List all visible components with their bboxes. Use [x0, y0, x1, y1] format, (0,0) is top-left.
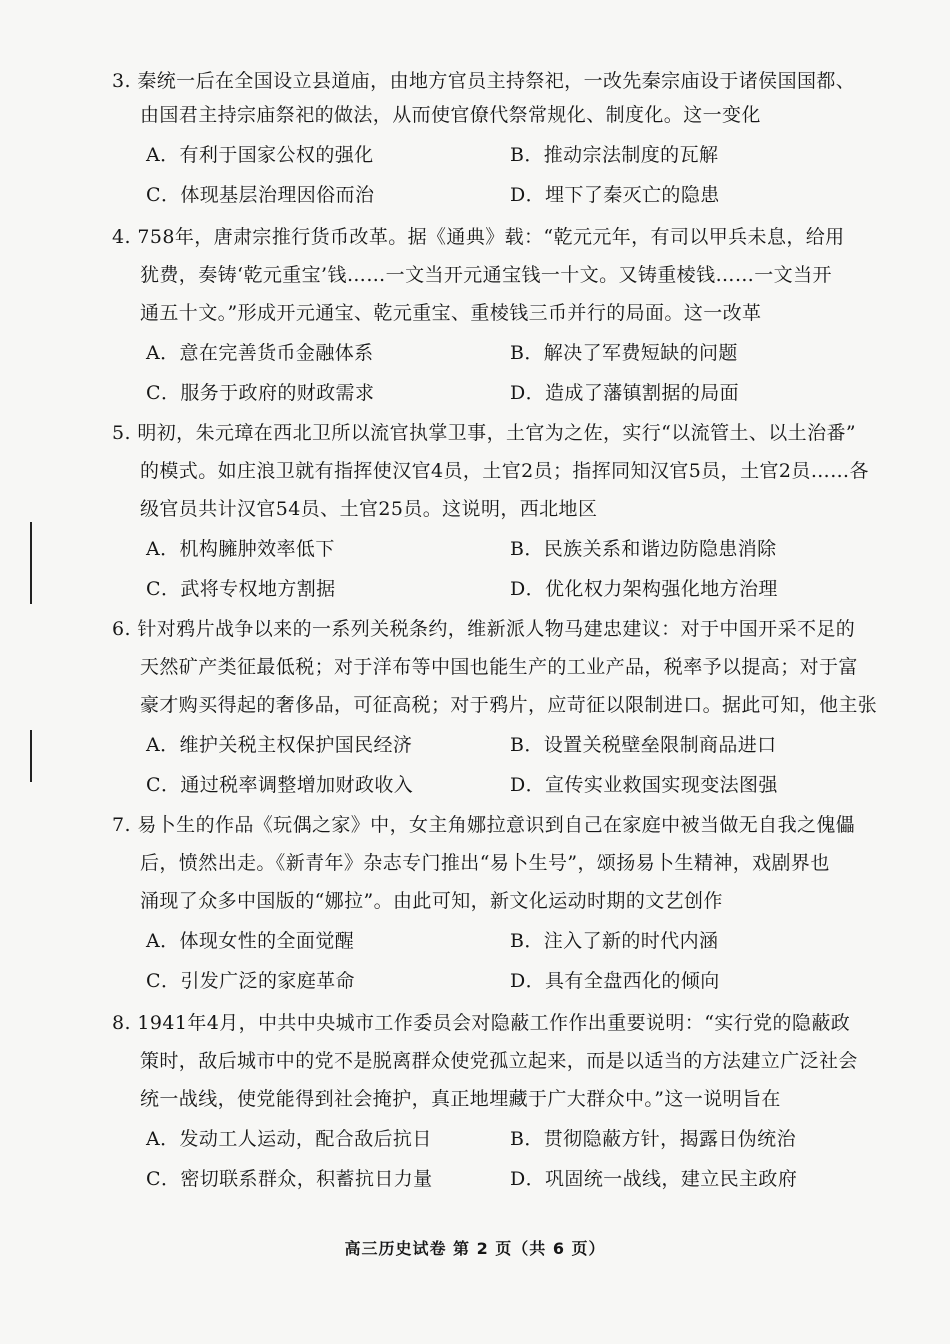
option-d: D．巩固统一战线，建立民主政府: [510, 1168, 798, 1190]
margin-mark: [30, 522, 32, 604]
option-b: B．注入了新的时代内涵: [510, 930, 719, 952]
option-a: A．机构臃肿效率低下: [146, 538, 335, 560]
question-line: 犹费，奏铸‘乾元重宝’钱……一文当开元通宝钱一十文。又铸重棱钱……一文当开: [140, 264, 832, 286]
question-line: 统一战线，使党能得到社会掩护，真正地埋藏于广大群众中。”这一说明旨在: [140, 1088, 781, 1110]
option-c: C．服务于政府的财政需求: [146, 382, 375, 404]
question-line: 4. 758年，唐肃宗推行货币改革。据《通典》载：“乾元元年，有司以甲兵未息，给用: [112, 226, 845, 248]
option-a: A．有利于国家公权的强化: [146, 144, 374, 166]
question-line: 级官员共计汉官54员、土官25员。这说明，西北地区: [140, 498, 598, 520]
question-line: 通五十文。”形成开元通宝、乾元重宝、重棱钱三币并行的局面。这一改革: [140, 302, 762, 324]
margin-mark: [30, 730, 32, 782]
question-line: 由国君主持宗庙祭祀的做法，从而使官僚代祭常规化、制度化。这一变化: [140, 104, 761, 126]
question-line: 8. 1941年4月，中共中央城市工作委员会对隐蔽工作作出重要说明：“实行党的隐蔽政: [112, 1012, 851, 1034]
option-c: C．体现基层治理因俗而治: [146, 184, 375, 206]
option-d: D．具有全盘西化的倾向: [510, 970, 720, 992]
option-b: B．贯彻隐蔽方针，揭露日伪统治: [510, 1128, 796, 1150]
question-line: 后，愤然出走。《新青年》杂志专门推出“易卜生号”，颂扬易卜生精神，戏剧界也: [140, 852, 830, 874]
option-c: C．通过税率调整增加财政收入: [146, 774, 414, 796]
question-line: 的模式。如庄浪卫就有指挥使汉官4员，土官2员；指挥同知汉官5员，土官2员……各: [140, 460, 869, 482]
question-line: 天然矿产类征最低税；对于洋布等中国也能生产的工业产品，税率予以提高；对于富: [140, 656, 858, 678]
option-a: A．意在完善货币金融体系: [146, 342, 374, 364]
question-line: 涌现了众多中国版的“娜拉”。由此可知，新文化运动时期的文艺创作: [140, 890, 723, 912]
question-line: 豪才购买得起的奢侈品，可征高税；对于鸦片，应苛征以限制进口。据此可知，他主张: [140, 694, 878, 716]
option-b: B．解决了军费短缺的问题: [510, 342, 738, 364]
question-line: 7. 易卜生的作品《玩偶之家》中，女主角娜拉意识到自己在家庭中被当做无自我之傀儡: [112, 814, 856, 836]
question-line: 6. 针对鸦片战争以来的一系列关税条约，维新派人物马建忠建议：对于中国开采不足的: [112, 618, 856, 640]
question-line: 策时，敌后城市中的党不是脱离群众使党孤立起来，而是以适当的方法建立广泛社会: [140, 1050, 858, 1072]
option-b: B．民族关系和谐边防隐患消除: [510, 538, 777, 560]
option-d: D．优化权力架构强化地方治理: [510, 578, 778, 600]
option-d: D．造成了藩镇割据的局面: [510, 382, 740, 404]
page-footer: 高三历史试卷 第 2 页（共 6 页）: [344, 1239, 606, 1258]
option-c: C．引发广泛的家庭革命: [146, 970, 355, 992]
question-line: 5. 明初，朱元璋在西北卫所以流官执掌卫事，土官为之佐，实行“以流管土、以土治番”: [112, 422, 856, 444]
option-c: C．密切联系群众，积蓄抗日力量: [146, 1168, 433, 1190]
option-a: A．维护关税主权保护国民经济: [146, 734, 413, 756]
option-c: C．武将专权地方割据: [146, 578, 336, 600]
question-line: 3. 秦统一后在全国设立县道庙，由地方官员主持祭祀，一改先秦宗庙设于诸侯国国都、: [112, 70, 856, 92]
option-a: A．体现女性的全面觉醒: [146, 930, 355, 952]
option-d: D．宣传实业救国实现变法图强: [510, 774, 778, 796]
option-a: A．发动工人运动，配合敌后抗日: [146, 1128, 432, 1150]
option-d: D．埋下了秦灭亡的隐患: [510, 184, 720, 206]
option-b: B．设置关税壁垒限制商品进口: [510, 734, 777, 756]
option-b: B．推动宗法制度的瓦解: [510, 144, 719, 166]
